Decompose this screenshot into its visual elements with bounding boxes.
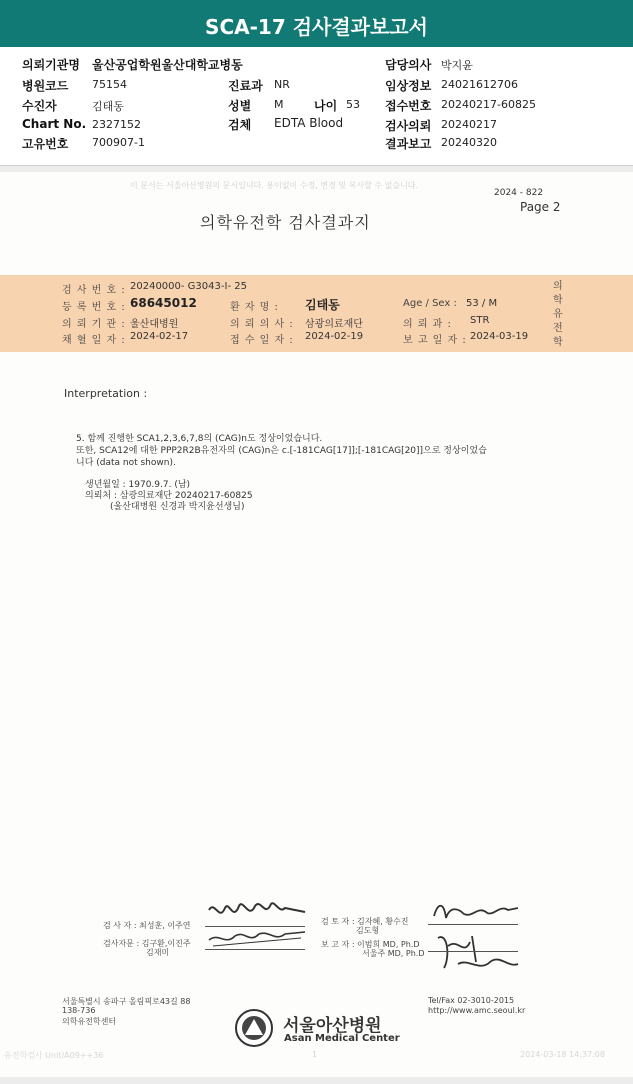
consult-label: 검사자문 : 김구환,이진주	[103, 939, 191, 948]
reg-no-label: 등 록 번 호 :	[62, 302, 126, 313]
req-doc-label: 의 뢰 의 사 :	[230, 319, 294, 330]
reporter-label: 보 고 자 : 이범희 MD, Ph.D	[321, 940, 420, 949]
reporter-signature	[428, 928, 523, 978]
footer-url: http://www.amc.seoul.kr	[428, 1006, 526, 1015]
req-doc-value: 삼광의료재단	[305, 319, 363, 330]
chart-no-label: Chart No.	[22, 117, 87, 131]
tester-signature-2	[205, 926, 310, 950]
page-number: Page 2	[520, 200, 561, 214]
footer-address-2: 138-736	[62, 1006, 96, 1015]
receipt-no-label: 접수번호	[385, 99, 432, 113]
test-no-value: 20240000- G3043-I- 25	[130, 281, 247, 292]
reviewer-signature	[428, 898, 523, 926]
report-title-bar	[0, 0, 633, 47]
hospital-code-label: 병원코드	[22, 79, 69, 93]
footer-dept: 의학유전학센터	[62, 1017, 117, 1026]
consult-signature-line	[205, 949, 305, 950]
patient-name-label: 환 자 명 :	[230, 302, 279, 313]
chart-no-value: 2327152	[92, 118, 141, 131]
age-sex-label: Age / Sex :	[403, 298, 457, 309]
requester-line-2: (울산대병원 신경과 박지윤선생님)	[110, 502, 245, 512]
collect-date-label: 채 혈 일 자 :	[62, 335, 126, 346]
clinical-info-value: 24021612706	[441, 78, 518, 91]
req-dept-label: 의 뢰 과 :	[403, 319, 452, 330]
department-label: 진료과	[228, 79, 263, 93]
interpretation-label: Interpretation :	[64, 387, 148, 400]
patient-label: 수진자	[22, 99, 57, 113]
patient-info-panel	[0, 47, 633, 166]
report-date-label: 결과보고	[385, 137, 432, 151]
reviewer-signature-line	[428, 924, 518, 925]
tester-label: 검 사 자 : 최성훈, 이주연	[103, 921, 191, 930]
doc-title: 의학유전학 검사결과지	[200, 213, 371, 232]
asan-foundation-logo	[234, 1008, 274, 1048]
specimen-value: EDTA Blood	[274, 116, 344, 130]
report-date-value: 20240320	[441, 136, 497, 149]
req-dept-value: STR	[470, 315, 490, 326]
collect-date-value: 2024-02-17	[130, 331, 189, 342]
req-inst-value: 울산대병원	[130, 319, 179, 330]
footer-page-no: 1	[312, 1050, 318, 1059]
reviewer-label: 검 토 자 : 김자혜, 황수진	[321, 917, 409, 926]
doc-date-small: 2024 - 822	[494, 188, 544, 198]
reg-no-value: 68645012	[130, 296, 197, 310]
footer-tel: Tel/Fax 02-3010-2015	[428, 996, 515, 1005]
institution-label: 의뢰기관명	[22, 58, 80, 72]
clinical-info-label: 임상정보	[385, 79, 432, 93]
request-date-label: 검사의뢰	[385, 119, 432, 133]
birth-date-line: 생년월일 : 1970.9.7. (남)	[85, 480, 191, 490]
institution-value: 울산공업학원울산대학교병동	[92, 58, 243, 72]
unique-no-value: 700907-1	[92, 136, 145, 149]
patient-value: 김태동	[92, 100, 124, 113]
tester-signature	[205, 896, 310, 928]
hospital-name-en: Asan Medical Center	[284, 1033, 400, 1044]
copyright-notice: 이 문서는 서울아산병원의 문서입니다. 용이없이 수정, 변경 및 복사할 수 없습니다.	[130, 181, 419, 190]
report-date-band-value: 2024-03-19	[470, 331, 529, 342]
specimen-label: 검체	[228, 118, 252, 132]
test-no-label: 검 사 번 호 :	[62, 285, 126, 296]
receipt-no-value: 20240217-60825	[441, 98, 536, 111]
footer-address-1: 서울특별시 송파구 올림픽로43길 88	[62, 997, 191, 1006]
reviewer-label-2: 김도형	[356, 926, 380, 935]
tester-signature-line	[205, 926, 305, 927]
req-inst-label: 의 뢰 기 관 :	[62, 319, 126, 330]
patient-name-value: 김태동	[305, 298, 340, 312]
interp-line-1: 5. 함께 진행한 SCA1,2,3,6,7,8의 (CAG)n도 정상이었습니다.	[76, 434, 323, 444]
consult-label-2: 김재미	[146, 948, 170, 957]
requester-line: 의뢰처 : 삼광의료재단 20240217-60825	[85, 491, 253, 501]
sex-value: M	[274, 98, 284, 111]
department-value: NR	[274, 78, 290, 91]
doctor-value: 박지윤	[441, 59, 473, 72]
reporter-label-2: 서울주 MD, Ph.D	[362, 949, 425, 958]
interp-line-3: 니다 (data not shown).	[76, 458, 176, 468]
sex-label: 성별	[228, 99, 252, 113]
side-dept-text: 의 학 유 전 학	[553, 281, 563, 348]
hospital-name-kr: 서울아산병원	[283, 1016, 382, 1036]
receive-date-value: 2024-02-19	[305, 331, 364, 342]
report-date-band-label: 보 고 일 자 :	[403, 335, 467, 346]
interp-line-2: 또한, SCA12에 대한 PPP2R2B유전자의 (CAG)n은 c.[-181CAG[17]];[-181CAG[20]]으로 정상이었습	[76, 446, 487, 456]
reporter-signature-line	[428, 951, 518, 952]
report-title: SCA-17 검사결과보고서	[205, 15, 428, 39]
unique-no-label: 고유번호	[22, 137, 69, 151]
request-date-value: 20240217	[441, 118, 497, 131]
doctor-label: 담당의사	[385, 58, 432, 72]
age-label: 나이	[314, 99, 338, 113]
age-value: 53	[346, 98, 360, 111]
age-sex-value: 53 / M	[466, 298, 498, 309]
footer-timestamp: 2024-03-18 14:37:08	[520, 1050, 605, 1059]
hospital-code-value: 75154	[92, 78, 127, 91]
footer-unit-code: 유전학검사 Unit/A09++36	[4, 1051, 104, 1060]
receive-date-label: 접 수 일 자 :	[230, 335, 294, 346]
